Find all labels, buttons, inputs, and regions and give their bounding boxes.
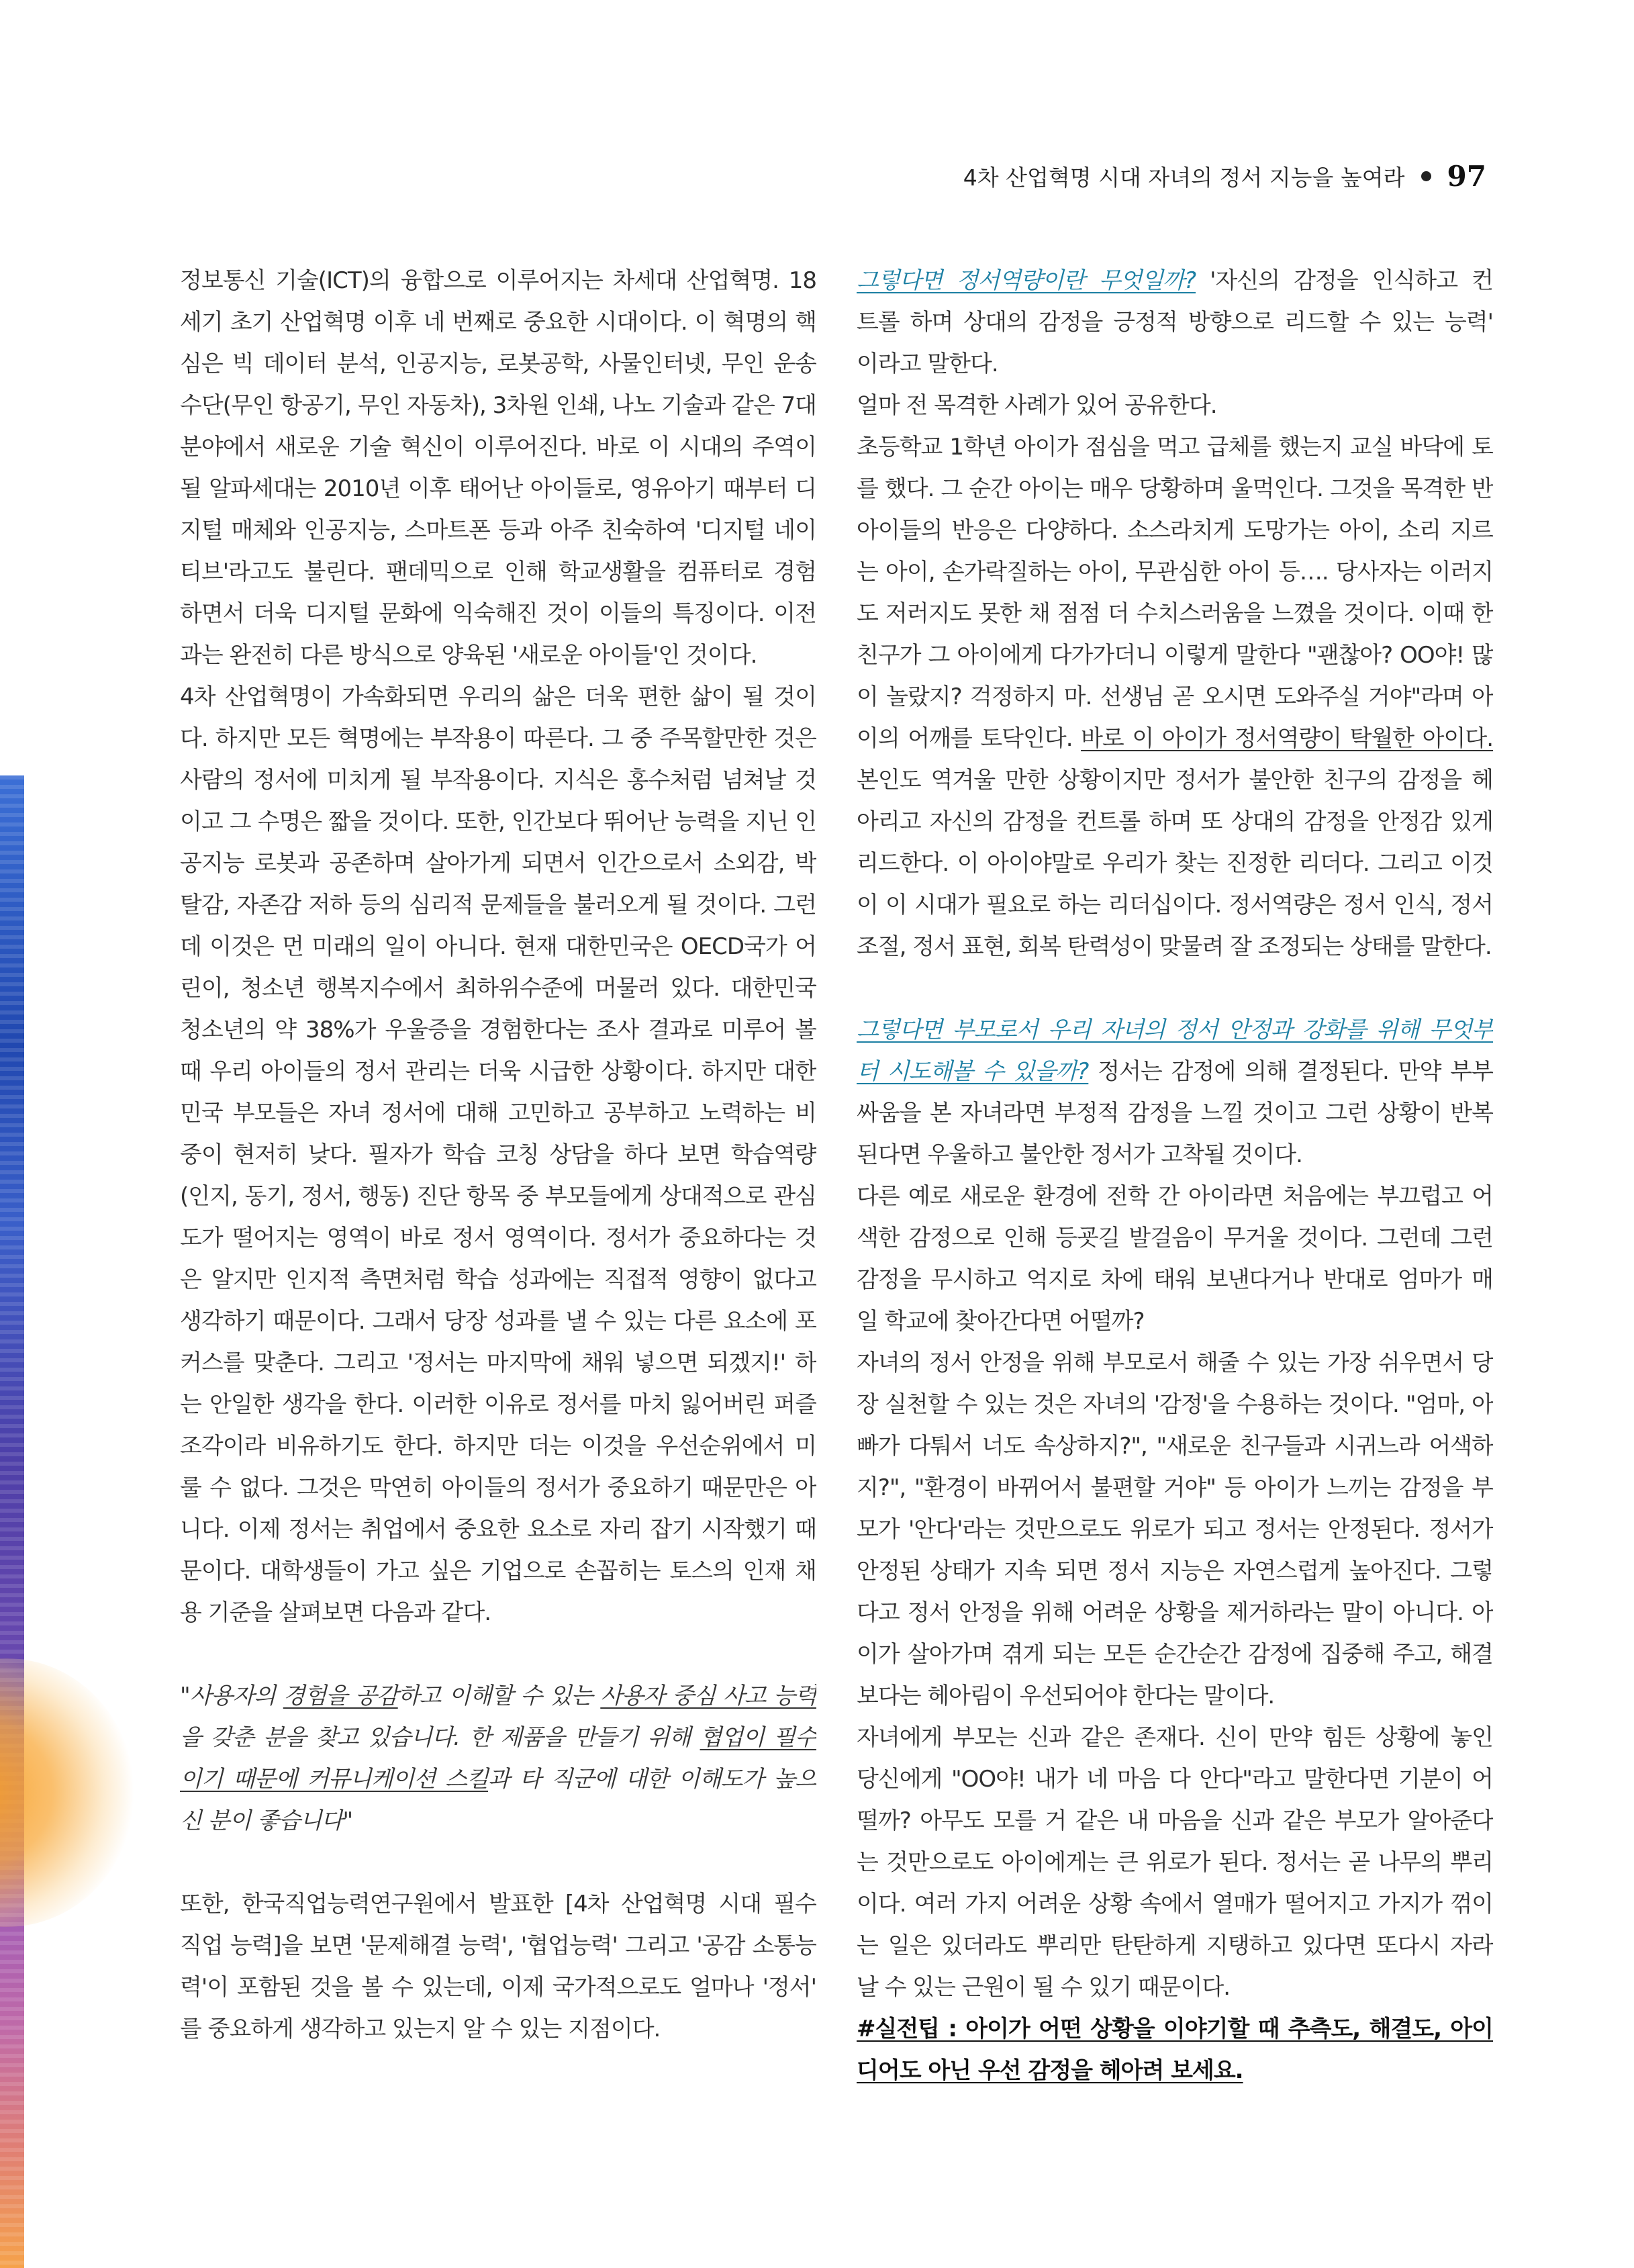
quote-underlined-text: 협업이 필수 [700,1724,816,1751]
text-line: 분야에서 새로운 기술 혁신이 이루어진다. 바로 이 시대의 주역이 [180,434,816,461]
paragraph-ict [180,260,816,676]
text-line: 이다. 여러 가지 어려운 상황 속에서 열매가 떨어지고 가지가 꺾이 [857,1891,1493,1918]
text-line: 도가 떨어지는 영역이 바로 정서 영역이다. 정서가 중요하다는 것 [180,1225,816,1251]
text-line: 빠가 다퉈서 너도 속상하지?", "새로운 친구들과 시귀느라 어색하 [857,1433,1493,1460]
quote-text: 과 타 직군에 대한 이해도가 높으 [488,1766,816,1793]
text-line: 용 기준을 살펴보면 다음과 같다. [180,1599,491,1626]
text-line: 된다면 우울하고 불안한 정서가 고착될 것이다. [857,1141,1302,1168]
text-line: 룰 수 없다. 그것은 막연히 아이들의 정서가 중요하기 때문만은 아 [180,1474,816,1501]
text-line: 민국 부모들은 자녀 정서에 대해 고민하고 공부하고 노력하는 비 [180,1100,816,1127]
text-line: 때 우리 아이들의 정서 관리는 더욱 시급한 상황이다. 하지만 대한 [180,1058,816,1085]
section-emotional-competence [857,260,1493,385]
section-heading: 그렇다면 정서역량이란 무엇일까? [857,267,1196,294]
paragraph-gap [180,1842,816,1883]
text-line: 청소년의 약 38%가 우울증을 경험한다는 조사 결과로 미루어 볼 [180,1017,816,1043]
text-line: 정보통신 기술(ICT)의 융합으로 이루어지는 차세대 산업혁명. 18 [180,267,816,294]
text-line: 4차 산업혁명이 가속화되면 우리의 삶은 더욱 편한 삶이 될 것이 [180,683,816,710]
paragraph-krivet [180,1883,816,2050]
text-line: 과는 완전히 다른 방식으로 양육된 '새로운 아이들'인 것이다. [180,642,757,669]
text-line: 친구가 그 아이에게 다가가더니 이렇게 말한다 "괜찮아? OO야! 많 [857,642,1493,669]
text-line: 심은 빅 데이터 분석, 인공지능, 로봇공학, 사물인터넷, 무인 운송 [180,350,816,377]
page-header [963,156,1486,196]
page-number: 97 [1447,159,1486,193]
text-line: 를 중요하게 생각하고 있는지 알 수 있는 지점이다. [180,2016,661,2042]
text-line: 다고 정서 안정을 위해 어려운 상황을 제거하라는 말이 아니다. 아 [857,1599,1493,1626]
quote-line [180,1758,816,1800]
text-line: 하면서 더욱 디지털 문화에 익숙해진 것이 이들의 특징이다. 이전 [180,600,816,627]
text-line: 안정된 상태가 지속 되면 정서 지능은 자연스럽게 높아진다. 그렇 [857,1558,1493,1585]
text-line: 수단(무인 항공기, 무인 자동차), 3차원 인쇄, 나노 기술과 같은 7대 [180,392,816,419]
text-line: 린이, 청소년 행복지수에서 최하위수준에 머물러 있다. 대한민국 [180,975,816,1002]
text-line: 다른 예로 새로운 환경에 전학 간 아이라면 처음에는 부끄럽고 어 [857,1183,1493,1210]
text-line: 이고 그 수명은 짧을 것이다. 또한, 인간보다 뛰어난 능력을 지닌 인 [180,808,816,835]
bullet-dot-icon [1421,171,1431,181]
text-line: 커스를 맞춘다. 그리고 '정서는 마지막에 채워 넣으면 되겠지!' 하 [180,1350,816,1376]
text-line: 초등학교 1학년 아이가 점심을 먹고 급체를 했는지 교실 바닥에 토 [857,434,1493,461]
quote-line [180,1717,816,1758]
text-line: 날 수 있는 근원이 될 수 있기 때문이다. [857,1974,1231,2001]
text-line: 이 놀랐지? 걱정하지 마. 선생님 곧 오시면 도와주실 거야"라며 아 [857,683,1493,710]
emphasis-underlined-text: 바로 이 아이가 정서역량이 탁월한 아이다. [1081,725,1493,752]
text-line: 조절, 정서 표현, 회복 탄력성이 맞물려 잘 조정되는 상태를 말한다. [857,933,1492,960]
section-parent-role [857,1009,1493,1176]
text-line: 아이들의 반응은 다양하다. 소스라치게 도망가는 아이, 소리 지르 [857,517,1493,544]
text-line: 탈감, 자존감 저하 등의 심리적 문제들을 불러오게 될 것이다. 그런 [180,892,816,918]
text-line: 당신에게 "OO야! 내가 네 마음 다 안다"라고 말한다면 기분이 어 [857,1766,1493,1793]
text-line: 지?", "환경이 바뀌어서 불편할 거야" 등 아이가 느끼는 감정을 부 [857,1474,1493,1501]
text-line: 는 아이, 손가락질하는 아이, 무관심한 아이 등…. 당사자는 이러지 [857,559,1493,585]
left-column [180,260,816,2050]
text-line: 사람의 정서에 미치게 될 부작용이다. 지식은 홍수처럼 넘쳐날 것 [180,767,816,794]
section-heading: 터 시도해볼 수 있을까? [857,1058,1089,1085]
toss-hiring-quote [180,1675,816,1842]
text-line: 문이다. 대학생들이 가고 싶은 기업으로 손꼽히는 토스의 인재 채 [180,1558,816,1585]
quote-line [180,1675,816,1717]
text-line: 리드한다. 이 아이야말로 우리가 찾는 진정한 리더다. 그리고 이것 [857,850,1493,877]
text-line: 될 알파세대는 2010년 이후 태어난 아이들로, 영유아기 때부터 디 [180,475,816,502]
text-line: 본인도 역겨울 만한 상황이지만 정서가 불안한 친구의 감정을 헤 [857,767,1493,794]
text-line: 티브'라고도 불린다. 팬데믹으로 인해 학교생활을 컴퓨터로 경험 [180,559,816,585]
text-line: 색한 감정으로 인해 등굣길 발걸음이 무거울 것이다. 그런데 그런 [857,1225,1493,1251]
text-line: 이 이 시대가 필요로 하는 리더십이다. 정서역량은 정서 인식, 정서 [857,892,1493,918]
text-line [857,260,1493,301]
tip-text: #실전팁 : 아이가 어떤 상황을 이야기할 때 추측도, 해결도, 아이 [857,2016,1493,2042]
text-line: 얼마 전 목격한 사례가 있어 공유한다. [857,392,1217,419]
text-line: 다. 하지만 모든 혁명에는 부작용이 따른다. 그 중 주목할만한 것은 [180,725,816,752]
practical-tip [857,2008,1493,2091]
text-line: (인지, 동기, 정서, 행동) 진단 항목 중 부모들에게 상대적으로 관심 [180,1183,816,1210]
text-line: 또한, 한국직업능력연구원에서 발표한 [4차 산업혁명 시대 필수 [180,1891,816,1918]
paragraph-gap [857,967,1493,1009]
text-line [857,2008,1493,2050]
text-line [857,1009,1493,1051]
text-line: 이가 살아가며 겪게 되는 모든 순간순간 감정에 집중해 주고, 해결 [857,1641,1493,1668]
text-line: 모가 '안다'라는 것만으로도 위로가 되고 정서는 안정된다. 정서가 [857,1516,1493,1543]
paragraph-accept-emotions [857,1342,1493,1717]
text-line: 중이 현저히 낮다. 필자가 학습 코칭 상담을 하다 보면 학습역량 [180,1141,816,1168]
quote-underlined-text: 사용자 중심 사고 능력 [600,1683,816,1709]
text-line: 자녀의 정서 안정을 위해 부모로서 해줄 수 있는 가장 쉬우면서 당 [857,1350,1493,1376]
text-line: 감정을 무시하고 억지로 차에 태워 보낸다거나 반대로 엄마가 매 [857,1266,1493,1293]
paragraph-parents-like-god [857,1717,1493,2008]
text-line: 싸움을 본 자녀라면 부정적 감정을 느낄 것이고 그런 상황이 반복 [857,1100,1493,1127]
text-line [857,1051,1493,1092]
text-line: 도 저러지도 못한 채 점점 더 수치스러움을 느꼈을 것이다. 이때 한 [857,600,1493,627]
text-line: 조각이라 비유하기도 한다. 하지만 더는 이것을 우선순위에서 미 [180,1433,816,1460]
paragraph-gap [180,1634,816,1675]
text-line: 트롤 하며 상대의 감정을 긍정적 방향으로 리드할 수 있는 능력' [857,309,1493,336]
quote-line: 신 분이 좋습니다" [180,1807,353,1834]
text-line: 는 일은 있더라도 뿌리만 탄탄하게 지탱하고 있다면 또다시 자라 [857,1932,1493,1959]
text-line: 직업 능력]을 보면 '문제해결 능력', '협업능력' 그리고 '공감 소통능 [180,1932,816,1959]
text-line: 아리고 자신의 감정을 컨트롤 하며 또 상대의 감정을 안정감 있게 [857,808,1493,835]
text-line: 이라고 말한다. [857,350,998,377]
quote-underlined-text: 경험을 공감 [283,1683,398,1709]
text-line: 은 알지만 인지적 측면처럼 학습 성과에는 직접적 영향이 없다고 [180,1266,816,1293]
text-line: 일 학교에 찾아간다면 어떨까? [857,1308,1145,1335]
paragraph-new-school [857,1176,1493,1342]
text-line: 지털 매체와 인공지능, 스마트폰 등과 아주 친숙하여 '디지털 네이 [180,517,816,544]
text-line: 공지능 로봇과 공존하며 살아가게 되면서 인간으로서 소외감, 박 [180,850,816,877]
text-line: 니다. 이제 정서는 취업에서 중요한 요소로 자리 잡기 시작했기 때 [180,1516,816,1543]
quote-text: 을 갖춘 분을 찾고 있습니다. 한 제품을 만들기 위해 [180,1724,700,1751]
text-line: 력'이 포함된 것을 볼 수 있는데, 이제 국가적으로도 얼마나 '정서' [180,1974,816,2001]
text-line [857,718,1493,759]
paragraph-classroom-story [857,426,1493,759]
section-heading: 그렇다면 부모로서 우리 자녀의 정서 안정과 강화를 위해 무엇부 [857,1017,1493,1043]
text-line: 장 실천할 수 있는 것은 자녀의 '감정'을 수용하는 것이다. "엄마, 아 [857,1391,1493,1418]
text-line: 세기 초기 산업혁명 이후 네 번째로 중요한 시대이다. 이 혁명의 핵 [180,309,816,336]
decorative-edge-strip [0,775,24,2268]
inline-text: 정서는 감정에 의해 결정된다. 만약 부부 [1088,1058,1493,1085]
quote-text: 하고 이해할 수 있는 [397,1683,601,1709]
quote-text: "사용자의 [180,1683,283,1709]
text-line: 는 것만으로도 아이에게는 큰 위로가 된다. 정서는 곧 나무의 뿌리 [857,1849,1493,1876]
right-column [857,260,1493,2091]
inline-text: '자신의 감정을 인식하고 컨 [1196,267,1493,294]
text-line: 를 했다. 그 순간 아이는 매우 당황하며 울먹인다. 그것을 목격한 반 [857,475,1493,502]
text-line: 떨까? 아무도 모를 거 같은 내 마음을 신과 같은 부모가 알아준다 [857,1807,1493,1834]
text-line: 는 안일한 생각을 한다. 이러한 이유로 정서를 마치 잃어버린 퍼즐 [180,1391,816,1418]
text-line: 데 이것은 먼 미래의 일이 아니다. 현재 대한민국은 OECD국가 어 [180,933,816,960]
text-line [857,2050,1493,2091]
text-line: 보다는 헤아림이 우선되어야 한다는 말이다. [857,1683,1275,1709]
paragraph-story-conclusion [857,759,1493,967]
text-line: 자녀에게 부모는 신과 같은 존재다. 신이 만약 힘든 상황에 놓인 [857,1724,1493,1751]
tip-text: 디어도 아닌 우선 감정을 헤아려 보세요. [857,2057,1243,2084]
inline-text: 이의 어깨를 토닥인다. [857,725,1082,752]
quote-underlined-text: 이기 때문에 커뮤니케이션 스킬 [180,1766,488,1793]
running-title: 4차 산업혁명 시대 자녀의 정서 지능을 높여라 [963,164,1405,191]
text-line: 생각하기 때문이다. 그래서 당장 성과를 낼 수 있는 다른 요소에 포 [180,1308,816,1335]
paragraph-side-effects [180,676,816,1634]
decorative-orange-glow [0,1658,134,1927]
